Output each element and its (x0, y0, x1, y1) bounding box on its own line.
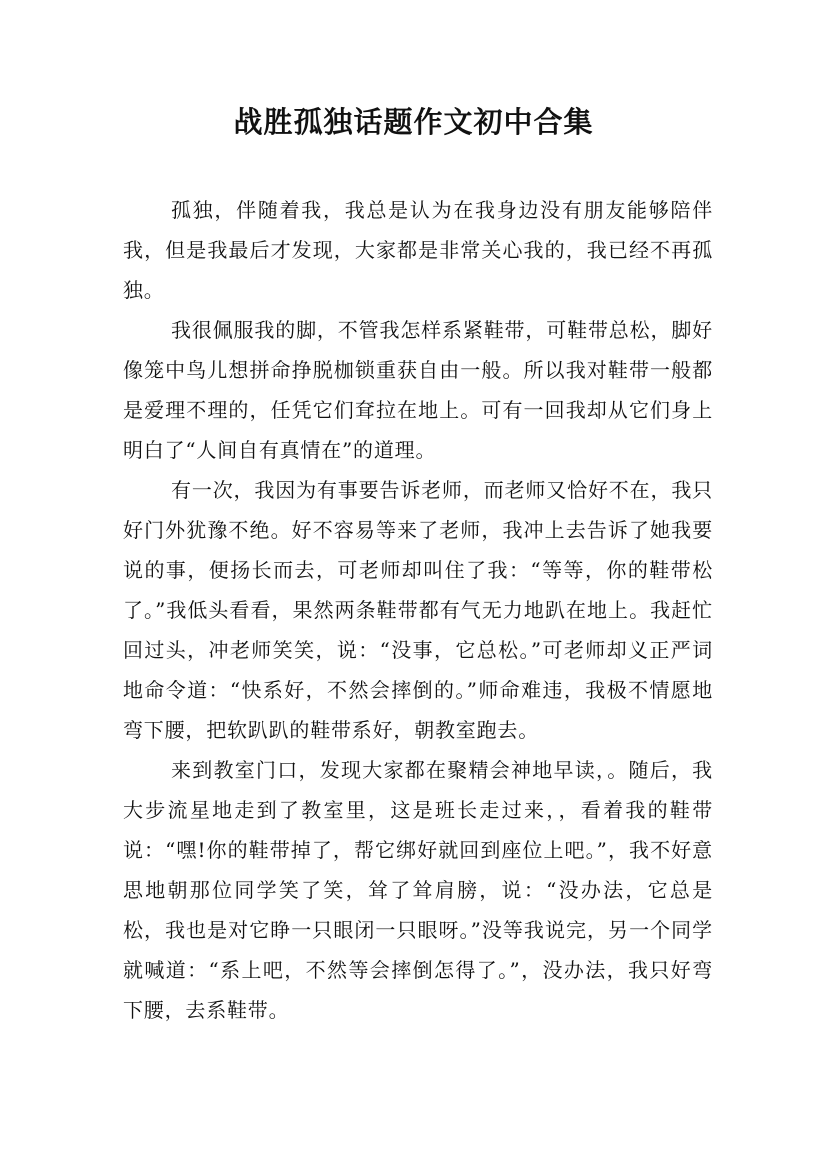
document-title: 战胜孤独话题作文初中合集 (233, 105, 594, 139)
paragraph: 来到教室门口，发现大家都在聚精会神地早读，。随后，我大步流星地走到了教室里，这是班长走过来，，看着我的鞋带说：“嘿!你的鞋带掉了，帮它绑好就回到座位上吧。”，我不好意思地朝那位同学笑了笑，耸了耸肩膀，说：“没办法，它总是松，我也是对它睁一只眼闭一只眼呀。”没等我说完，另一个同学就喊道：“系上吧，不然等会摔倒怎得了。”，没办法，我只好弯下腰，去系鞋带。 (123, 758, 713, 1022)
paragraph: 有一次，我因为有事要告诉老师，而老师又恰好不在，我只好门外犹豫不绝。好不容易等来了老师，我冲上去告诉了她我要说的事，便扬长而去，可老师却叫住了我：“等等，你的鞋带松了。”我低头看看，果然两条鞋带都有气无力地趴在地上。我赶忙回过头，冲老师笑笑，说：“没事，它总松。”可老师却义正严词地命令道：“快系好，不然会摔倒的。”师命难违，我极不情愿地弯下腰，把软趴趴的鞋带系好，朝教室跑去。 (123, 478, 713, 742)
document-body (123, 190, 713, 1030)
paragraph: 我很佩服我的脚，不管我怎样系紧鞋带，可鞋带总松，脚好像笼中鸟儿想拼命挣脱枷锁重获自由一般。所以我对鞋带一般都是爱理不理的，任凭它们耷拉在地上。可有一回我却从它们身上明白了“人间自有真情在”的道理。 (123, 318, 713, 462)
paragraph: 孤独，伴随着我，我总是认为在我身边没有朋友能够陪伴我，但是我最后才发现，大家都是非常关心我的，我已经不再孤独。 (123, 198, 713, 302)
